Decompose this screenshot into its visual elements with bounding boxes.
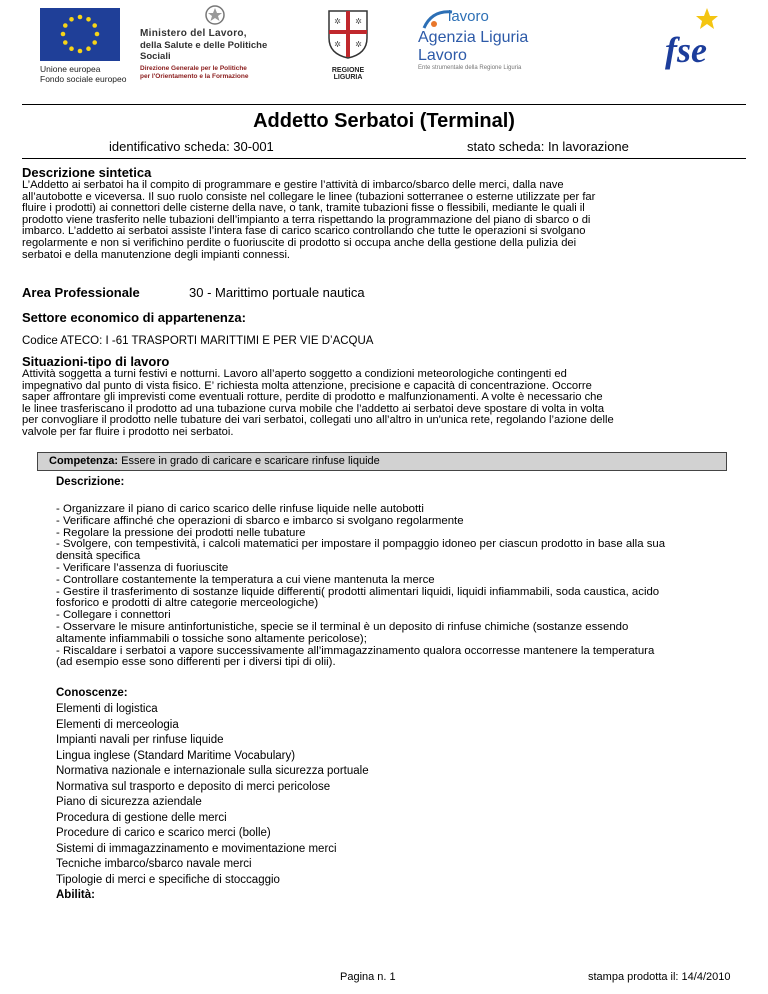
eu-caption-line2: Fondo sociale europeo <box>40 74 127 84</box>
desc-line: imbarco. L’addetto ai serbatoi assiste l’intera fase di carico scarico controllando che tutte le operazioni si svolgano <box>22 225 586 238</box>
scheda-status: stato scheda: In lavorazione <box>467 139 629 154</box>
description-item: altamente infiammabili o tossiche sono altamente pericolose); <box>56 632 367 645</box>
ministry-name-line2: della Salute e delle Politiche Sociali <box>140 40 268 62</box>
description-item: - Gestire il trasferimento di sostanze liquide differenti( prodotti alimentari liquidi, liquidi infiammabili, soda caustica, acido <box>56 585 660 598</box>
svg-text:✲: ✲ <box>355 40 362 49</box>
ministry-logo <box>140 14 290 81</box>
desc-line: prodotto viene trasferito nelle tubazioni dell’impianto a terra rispettando la programmazione del piano di sbarco o di <box>22 213 591 226</box>
knowledge-heading: Conoscenze: <box>56 687 128 699</box>
knowledge-item: Elementi di logistica <box>56 703 158 715</box>
desc-line: fluire i prodotti) ai connettori delle cisterne della nave, o tank, tramite tubazioni fisse o flessibili, mediante le quali il <box>22 202 585 215</box>
knowledge-item: Procedura di gestione delle merci <box>56 811 227 824</box>
situations-line: impegnativo dal punto di vista fisico. E’ richiesta molta attenzione, precisione e capacità di concentrazione. Occorre <box>22 379 592 392</box>
regione-liguria-logo <box>318 8 378 81</box>
ministry-sub-line2: per l'Orientamento e la Formazione <box>140 73 249 80</box>
desc-line: regolarmente e non si verifichino perdite o fuoriuscite di prodotto si occupa anche della gestione della pulizia dei <box>22 236 577 249</box>
sector-heading: Settore economico di appartenenza: <box>22 310 246 325</box>
competence-label: Competenza: <box>49 455 119 467</box>
knowledge-list <box>56 702 716 904</box>
area-value: 30 - Marittimo portuale nautica <box>189 285 365 300</box>
ministry-name-line1: Ministero del Lavoro, <box>140 28 247 39</box>
knowledge-item: Procedure di carico e scarico merci (bolle) <box>56 827 271 839</box>
description-item: - Svolgere, con tempestività, i calcoli matematici per impostare il pompaggio idoneo per ciascun prodotto in base alla sua <box>56 538 666 551</box>
ateco-code: Codice ATECO: I -61 TRASPORTI MARITTIMI E PER VIE D’ACQUA <box>22 335 374 347</box>
eu-logo <box>40 8 126 84</box>
competence-value: Essere in grado di caricare e scaricare rinfuse liquide <box>121 455 380 467</box>
eu-caption-line1: Unione europea <box>40 64 101 74</box>
description-heading: Descrizione: <box>56 476 125 488</box>
description-item: densità specifica <box>56 550 141 563</box>
page-title: Addetto Serbatoi (Terminal) <box>253 110 515 132</box>
description-item: (ad esempio esse sono differenti per i diversi tipi di olii). <box>56 656 336 669</box>
svg-text:✲: ✲ <box>334 17 341 26</box>
swoosh-icon <box>422 8 462 39</box>
republic-emblem-icon <box>202 4 228 31</box>
title-bottom-rule <box>22 158 746 159</box>
print-date: stampa prodotta il: 14/4/2010 <box>588 971 731 983</box>
description-item: - Organizzare il piano di carico scarico delle rinfuse liquide nelle autobotti <box>56 503 424 515</box>
knowledge-item: Lingua inglese (Standard Maritime Vocabulary) <box>56 749 296 762</box>
knowledge-item: Tecniche imbarco/sbarco navale merci <box>56 858 252 870</box>
agenzia-liguria-lavoro-logo <box>418 8 578 71</box>
svg-text:✲: ✲ <box>355 17 362 26</box>
knowledge-item: Normativa sul trasporto e deposito di merci pericolose <box>56 780 331 793</box>
description-item: - Collegare i connettori <box>56 609 171 622</box>
description-item: - Regolare la pressione dei prodotti nelle tubature <box>56 526 306 539</box>
svg-text:✲: ✲ <box>334 40 341 49</box>
page-number: Pagina n. 1 <box>340 971 396 983</box>
knowledge-item: Elementi di merceologia <box>56 718 179 731</box>
desc-heading: Descrizione sintetica <box>22 165 152 180</box>
description-item: - Osservare le misure antinfortunistiche, specie se il terminal è un deposito di rinfuse chimiche (sostanze essendo <box>56 620 629 633</box>
competence-box <box>37 452 727 471</box>
description-list <box>56 504 716 669</box>
situations-heading: Situazioni-tipo di lavoro <box>22 354 170 369</box>
title-top-rule <box>22 104 746 105</box>
ministry-sub-line1: Direzione Generale per le Politiche <box>140 65 247 72</box>
regione-liguria-caption: REGIONE LIGURIA <box>331 67 365 81</box>
area-label: Area Professionale <box>22 285 140 300</box>
situations-paragraph <box>22 369 746 439</box>
description-item: - Riscaldare i serbatoi a vapore successivamente all’immagazzinamento qualora occorresse mantenere la temperatura <box>56 644 655 657</box>
knowledge-item: Normativa nazionale e internazionale sulla sicurezza portuale <box>56 765 369 777</box>
eu-flag-icon <box>40 8 120 61</box>
situations-line: Attività soggetta a turni festivi e notturni. Lavoro all’aperto soggetto a condizioni meteorologiche contingenti ed <box>22 368 567 380</box>
situations-line: saper affrontare gli imprevisti come eventuali rotture, perdite di prodotto e malfunzionamenti. A volte è necessario che <box>22 391 603 404</box>
knowledge-item: Impianti navali per rinfuse liquide <box>56 734 224 746</box>
situations-line: valvole per far fluire i prodotto nei serbatoi. <box>22 425 234 438</box>
desc-line: L’Addetto ai serbatoi ha il compito di programmare e gestire l’attività di imbarco/sbarco delle merci, dalla nave <box>22 179 564 191</box>
fse-logo-icon <box>657 4 733 76</box>
alav-name: Agenzia Liguria Lavoro <box>418 29 529 64</box>
alav-subtitle: Ente strumentale della Regione Liguria <box>418 65 522 71</box>
alav-small-label: lavoro <box>448 8 489 25</box>
desc-line: serbatoi e della manutenzione degli impianti connessi. <box>22 248 291 261</box>
knowledge-item: Piano di sicurezza aziendale <box>56 796 202 808</box>
desc-line: all’autobotte e viceversa. Il suo ruolo consiste nel collegare le linee (tubazioni sotterranee o esterne utilizzate per far <box>22 190 596 203</box>
situations-line: per convogliare il prodotto nelle tubature dei vari serbatoi, collegati uno all’altro in un'unica rete, regolando l’azione delle <box>22 414 614 427</box>
knowledge-item: Tipologie di merci e specifiche di stoccaggio <box>56 873 280 886</box>
description-item: - Verificare l’assenza di fuoriuscite <box>56 561 229 574</box>
description-item: fosforico e prodotti di altre categorie merceologiche) <box>56 597 319 610</box>
desc-paragraph <box>22 180 746 261</box>
scheda-id: identificativo scheda: 30-001 <box>109 139 274 154</box>
situations-line: le linee trasferiscano il prodotto ad una tubazione curva mobile che l’addetto ai serbatoi deve spostare di volta in volta <box>22 402 605 415</box>
fse-logo-text: fse <box>665 30 707 70</box>
fse-logo <box>657 4 733 81</box>
skills-heading: Abilità: <box>56 889 95 901</box>
knowledge-item: Sistemi di immagazzinamento e movimentazione merci <box>56 842 337 855</box>
description-item: - Controllare costantemente la temperatura a cui viene mantenuta la merce <box>56 573 435 586</box>
description-item: - Verificare affinché che operazioni di sbarco e imbarco si svolgano regolarmente <box>56 514 464 527</box>
regione-liguria-shield-icon <box>326 8 370 60</box>
